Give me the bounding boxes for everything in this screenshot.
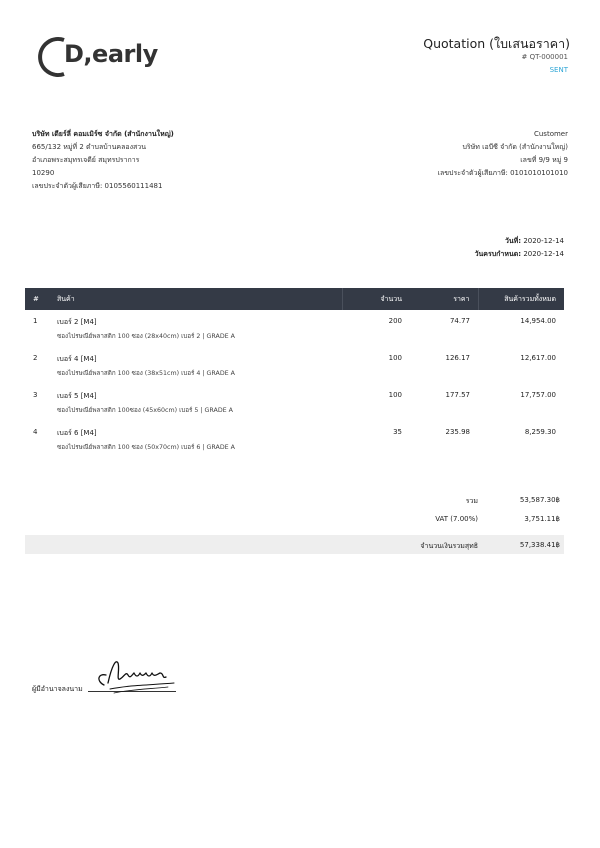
col-header-price: ราคา [410,288,478,310]
product-description: ซองไปรษณีย์พลาสติก 100 ซอง (28x40cm) เบอร์ 2 | GRADE A [57,333,235,340]
col-header-qty: จำนวน [342,288,410,310]
logo-text: D,early [64,40,158,68]
vat-row [25,513,564,532]
vat-value: 3,751.11฿ [524,515,560,523]
seller-address-line1: 665/132 หมู่ที่ 2 ตำบลบ้านคลองสวน [32,143,147,151]
row-qty: 200 [388,317,402,325]
grand-total-value: 57,338.41฿ [519,541,560,549]
row-price: 74.77 [449,317,470,325]
subtotal-label: รวม [465,497,478,505]
row-product [49,384,342,421]
seller-address-line2: อำเภอพระสมุทรเจดีย์ สมุทรปราการ [32,156,140,164]
issue-date-row [475,235,564,248]
row-total: 8,259.30 [524,428,556,436]
customer-name: บริษัท เอบีซี จำกัด (สำนักงานใหญ่) [462,143,568,151]
col-header-no: # [25,288,49,310]
seller-name: บริษัท เดียร์ลี่ คอมเมิร์ซ จำกัด (สำนักงานใหญ่) [32,130,174,138]
row-number: 2 [33,354,38,362]
row-qty: 100 [388,354,402,362]
subtotal-row [25,494,564,513]
row-price: 126.17 [445,354,470,362]
customer-block [438,128,568,180]
row-qty: 35 [393,428,402,436]
items-table [25,288,564,458]
product-name: เบอร์ 2 [M4] [57,318,97,326]
vat-label: VAT (7.00%) [435,515,478,523]
row-number: 1 [33,317,38,325]
dates-block [475,235,564,261]
document-title: Quotation (ใบเสนอราคา) [423,36,570,51]
table-row [25,310,564,347]
table-row [25,421,564,458]
signature-label: ผู้มีอำนาจลงนาม [32,685,83,693]
customer-tax-id: เลขประจำตัวผู้เสียภาษี: 0101010101010 [437,169,568,177]
grand-total-label: จำนวนเงินรวมสุทธิ [420,542,478,550]
product-name: เบอร์ 5 [M4] [57,392,97,400]
totals-block [25,494,564,554]
brand-logo [38,34,158,78]
customer-label: Customer [533,130,568,138]
col-header-total: สินค้ารวมทั้งหมด [478,288,564,310]
row-total: 14,954.00 [520,317,556,325]
issue-date-label: วันที่: [504,237,522,245]
due-date-label: วันครบกำหนด: [474,250,522,258]
row-number: 3 [33,391,38,399]
row-product [49,347,342,384]
subtotal-value: 53,587.30฿ [519,496,560,504]
row-number: 4 [33,428,38,436]
customer-address: เลขที่ 9/9 หมู่ 9 [520,156,568,164]
due-date-row [475,248,564,261]
table-row [25,384,564,421]
status-badge: SENT [549,66,568,74]
col-header-product: สินค้า [49,288,342,310]
seller-tax-id: เลขประจำตัวผู้เสียภาษี: 0105560111481 [32,182,163,190]
product-name: เบอร์ 4 [M4] [57,355,97,363]
table-header-row [25,288,564,310]
grand-total-row [25,535,564,554]
row-product [49,310,342,347]
row-price: 235.98 [445,428,470,436]
signature-image [90,655,180,699]
row-price: 177.57 [445,391,470,399]
row-total: 17,757.00 [520,391,556,399]
row-qty: 100 [388,391,402,399]
quote-number: # QT-000001 [521,53,568,61]
seller-postcode: 10290 [32,169,55,177]
product-name: เบอร์ 6 [M4] [57,429,97,437]
product-description: ซองไปรษณีย์พลาสติก 100ซอง (45x60cm) เบอร์ 5 | GRADE A [57,407,233,414]
due-date: 2020-12-14 [523,250,564,258]
issue-date: 2020-12-14 [523,237,564,245]
handwritten-signature-icon [90,655,180,699]
row-total: 12,617.00 [520,354,556,362]
product-description: ซองไปรษณีย์พลาสติก 100 ซอง (38x51cm) เบอร์ 4 | GRADE A [57,370,235,377]
seller-block [32,128,174,193]
product-description: ซองไปรษณีย์พลาสติก 100 ซอง (50x70cm) เบอร์ 6 | GRADE A [57,444,235,451]
row-product [49,421,342,458]
table-row [25,347,564,384]
